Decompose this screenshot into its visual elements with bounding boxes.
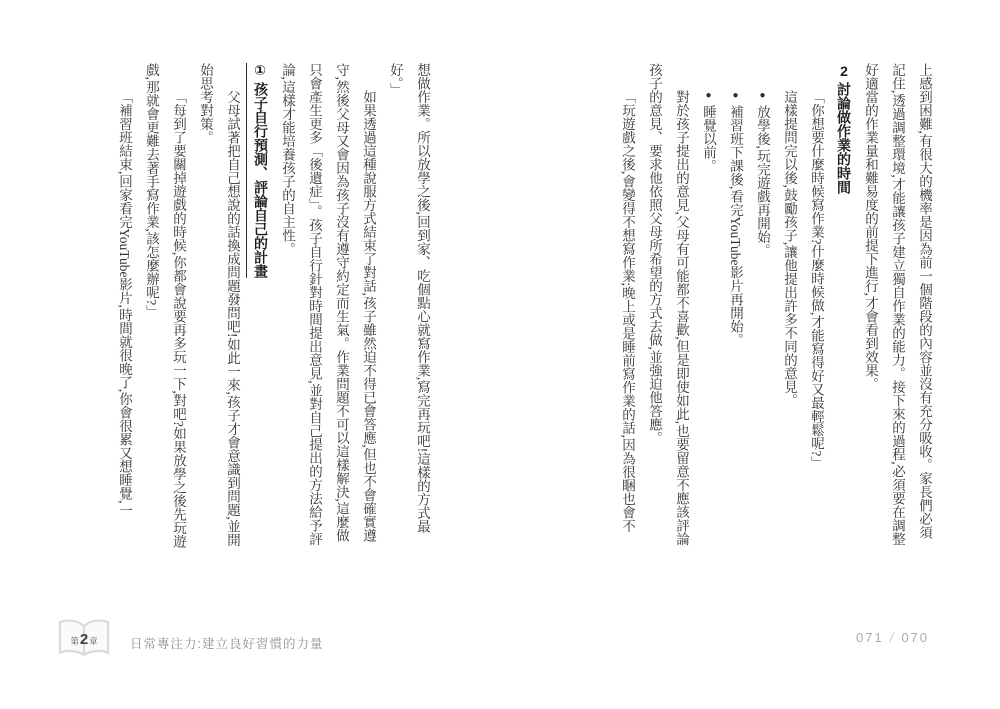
page-number-right: 070 [901, 630, 930, 645]
method-paragraph: 父母試著把自己想說的話換成問題發問吧!如此一來,孩子才會意識到問題,並開始思考對策。 [198, 63, 240, 547]
section-heading-2 [830, 63, 857, 551]
continued-paragraph: 想做作業。所以放學之後,回到家、吃個點心就寫作業,寫完再玩吧!這樣的方式最好。」 [388, 63, 430, 534]
question-quote-paragraph: 「你想要什麼時候寫作業?什麼時候做,才能寫得好又最輕鬆呢?」 [809, 90, 824, 470]
bullet-item [695, 63, 722, 551]
chapter-badge [56, 631, 112, 649]
section-number: 2 [836, 63, 852, 79]
intro-paragraph: 上感到困難,有很大的機率是因為前一個階段的內容並沒有充分吸收。家長們必須記住,透過調整環境,才能讓孩子建立獨自作業的能力。接下來的過程,必須要在調整好適當的作業量和難易度的前提下進行,才會看到效果。 [863, 63, 932, 546]
example-quote-paragraph: 「玩遊戲之後,會變得不想寫作業;晚上或是睡前寫作業的話,因為很睏也會不 [620, 90, 635, 533]
page-number-separator: / [889, 630, 896, 645]
bullet-item [749, 63, 776, 551]
page-number-left: 071 [856, 630, 884, 645]
sub-heading-title: 孩子自行預測、評論自己的計畫 [253, 82, 269, 278]
footer-left [56, 617, 456, 667]
chapter-prefix: 第 [70, 636, 79, 646]
section-title: 討論做作業的時間 [836, 82, 852, 194]
page-numbers [856, 630, 929, 645]
sub-heading-1 [246, 63, 274, 278]
chapter-number: 2 [79, 631, 89, 648]
chapter-suffix: 章 [89, 636, 98, 646]
bullet-text: 補習班下課後,看完YouTube影片再開始。 [728, 105, 743, 347]
prompt-paragraph: 這樣提問完以後,鼓勵孩子,讓他提出許多不同的意見。 [782, 90, 797, 408]
sub-heading-number: ① [253, 63, 269, 79]
chapter-title: 日常專注力:建立良好習慣的力量 [130, 637, 324, 651]
academy-quote-paragraph: 「補習班結束,回家看完YouTube影片,時間就很晚了,你會很累又想睡覺,一 [117, 90, 132, 518]
bullet-icon: ● [757, 90, 768, 101]
game-quote-paragraph: 「每到了要關掉遊戲的時候,你都會說要再多玩一下,對吧?如果放學之後先玩遊戲,那就會更難去著手寫作業,該怎麼辦呢?」 [144, 63, 186, 549]
bullet-text: 睡覺以前。 [701, 105, 716, 173]
bullet-icon: ● [730, 90, 741, 101]
persuasion-paragraph: 如果透過這種說服方式結束了對話,孩子雖然迫不得已會答應,但也不會確實遵守,然後父母又會因為孩子沒有遵守約定而生氣。作業問題不可以這樣解決,這麼做只會產生更多「後遺症」。孩子自行針對時間提出意見,並對自己提出的方法給予評論,這樣才能培養孩子的自主性。 [280, 63, 376, 546]
bullet-text: 放學後,玩完遊戲再開始。 [755, 105, 770, 257]
advice-paragraph: 對於孩子提出的意見,父母有可能都不喜歡,但是即使如此,也要留意不應該評論孩子的意見、要求他依照父母所希望的方式去做,並強迫他答應。 [647, 63, 689, 546]
left-page-text [74, 63, 436, 551]
bullet-item [722, 63, 749, 551]
bullet-icon: ● [703, 90, 714, 101]
right-page-text [566, 63, 938, 551]
